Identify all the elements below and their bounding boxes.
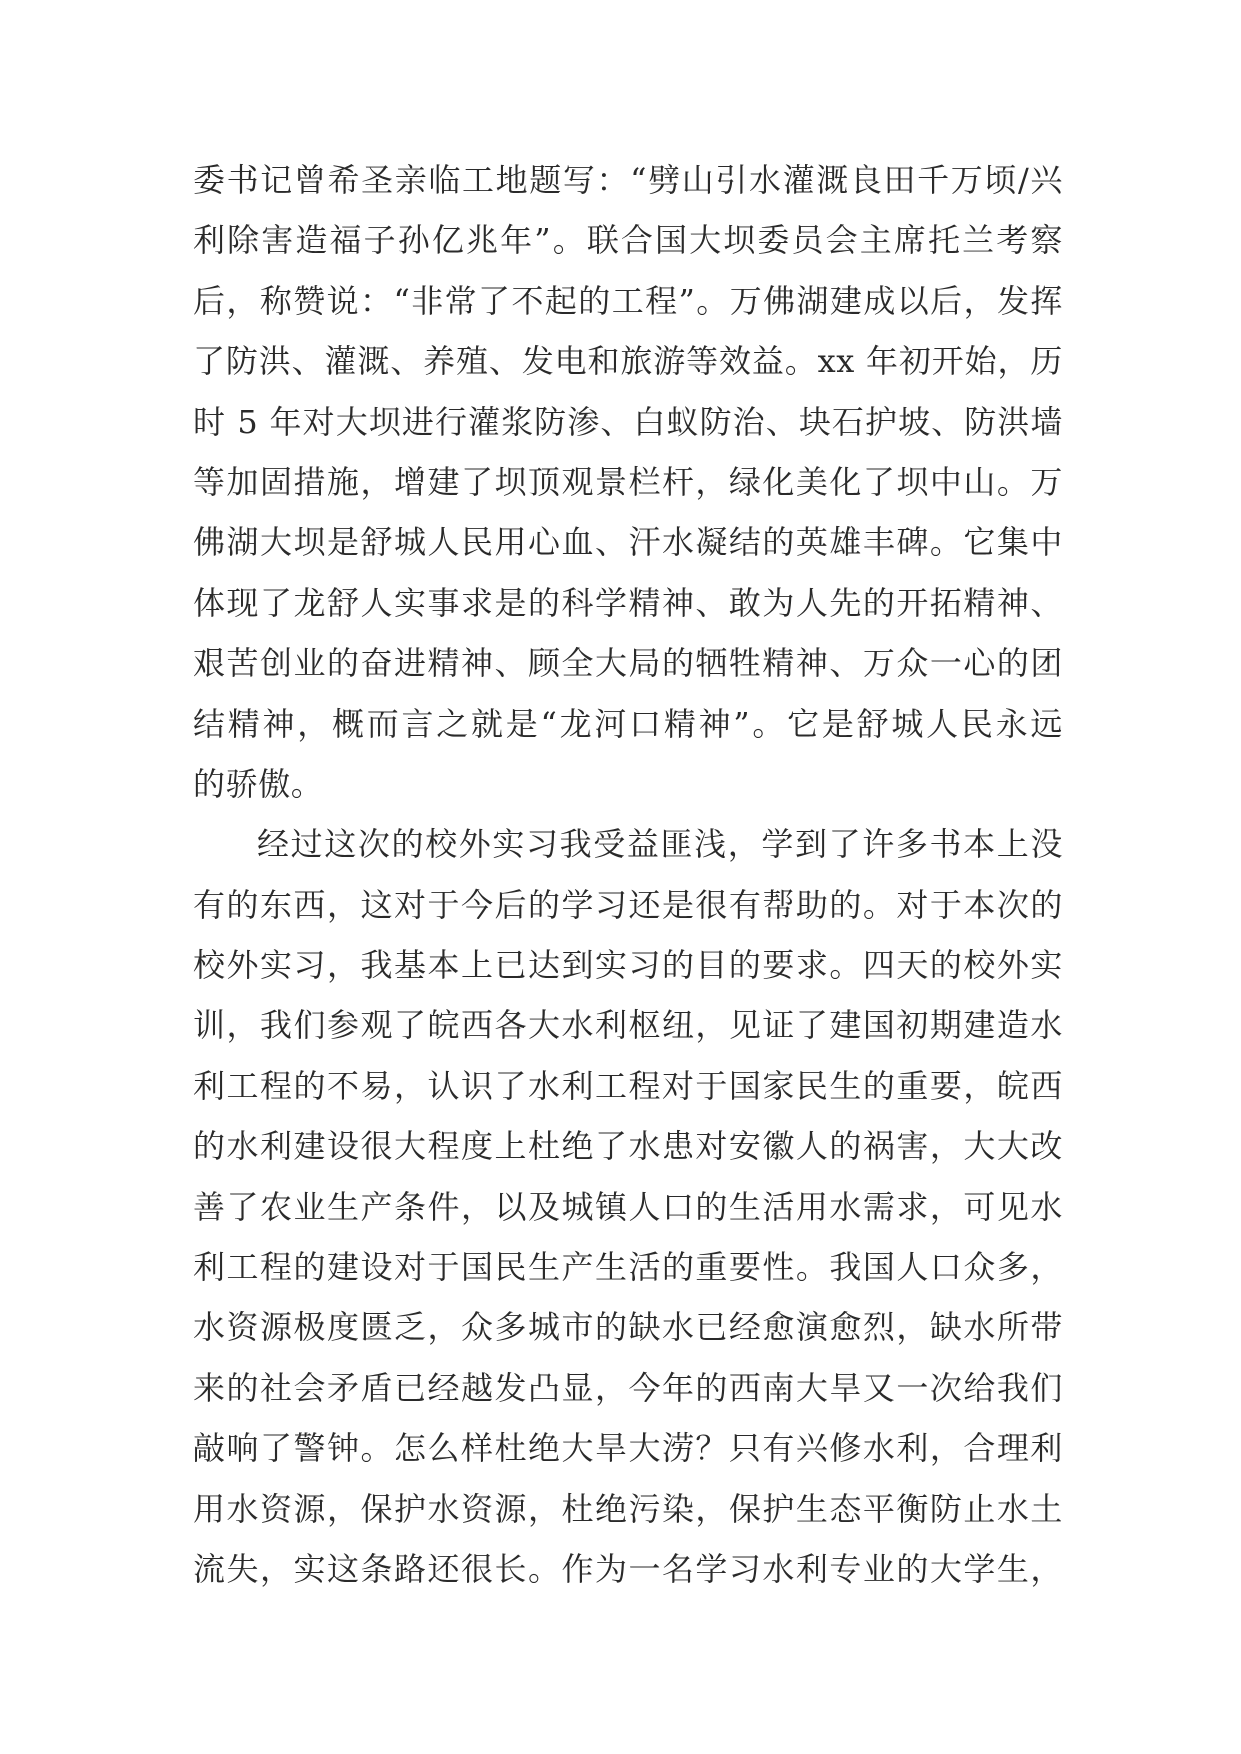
text-line: 流失，实这条路还很长。作为一名学习水利专业的大学生， — [193, 1549, 1063, 1588]
text-line: 委书记曾希圣亲临工地题写：“劈山引水灌溉良田千万顷/兴 — [193, 161, 1063, 199]
text-line: 艰苦创业的奋进精神、顾全大局的牺牲精神、万众一心的团 — [193, 644, 1063, 683]
text-line: 用水资源，保护水资源，杜绝污染，保护生态平衡防止水土 — [193, 1489, 1063, 1528]
text-line: 利工程的不易，认识了水利工程对于国家民生的重要，皖西 — [193, 1066, 1063, 1105]
text-line: 后，称赞说：“非常了不起的工程”。万佛湖建成以后，发挥 — [193, 281, 1063, 320]
text-line: 训，我们参观了皖西各大水利枢纽，见证了建国初期建造水 — [193, 1006, 1063, 1045]
text-line: 经过这次的校外实习我受益匪浅，学到了许多书本上没 — [257, 825, 1063, 864]
text-line: 佛湖大坝是舒城人民用心血、汗水凝结的英雄丰碑。它集中 — [193, 523, 1063, 562]
text-line: 结精神，概而言之就是“龙河口精神”。它是舒城人民永远 — [193, 704, 1063, 743]
text-line: 敲响了警钟。怎么样杜绝大旱大涝？只有兴修水利，合理利 — [193, 1429, 1063, 1468]
text-line: 利工程的建设对于国民生产生活的重要性。我国人口众多， — [193, 1248, 1063, 1287]
paragraph-1 — [193, 150, 1063, 814]
text-line: 了防洪、灌溉、养殖、发电和旅游等效益。xx 年初开始，历 — [193, 342, 1063, 381]
text-line: 的水利建设很大程度上杜绝了水患对安徽人的祸害，大大改 — [193, 1127, 1063, 1166]
text-line: 的骄傲。 — [193, 764, 324, 803]
text-line: 等加固措施，增建了坝顶观景栏杆，绿化美化了坝中山。万 — [193, 462, 1063, 501]
paragraph-2 — [193, 814, 1063, 1599]
body-text — [193, 150, 1063, 1599]
text-line: 时 5 年对大坝进行灌浆防渗、白蚁防治、块石护坡、防洪墙 — [193, 402, 1063, 441]
text-line: 来的社会矛盾已经越发凸显，今年的西南大旱又一次给我们 — [193, 1368, 1063, 1407]
text-line: 水资源极度匮乏，众多城市的缺水已经愈演愈烈，缺水所带 — [193, 1308, 1063, 1347]
text-line: 有的东西，这对于今后的学习还是很有帮助的。对于本次的 — [193, 885, 1063, 924]
text-line: 善了农业生产条件，以及城镇人口的生活用水需求，可见水 — [193, 1187, 1063, 1226]
text-line: 利除害造福子孙亿兆年”。联合国大坝委员会主席托兰考察 — [193, 221, 1063, 260]
text-line: 校外实习，我基本上已达到实习的目的要求。四天的校外实 — [193, 946, 1063, 985]
text-line: 体现了龙舒人实事求是的科学精神、敢为人先的开拓精神、 — [193, 583, 1063, 622]
